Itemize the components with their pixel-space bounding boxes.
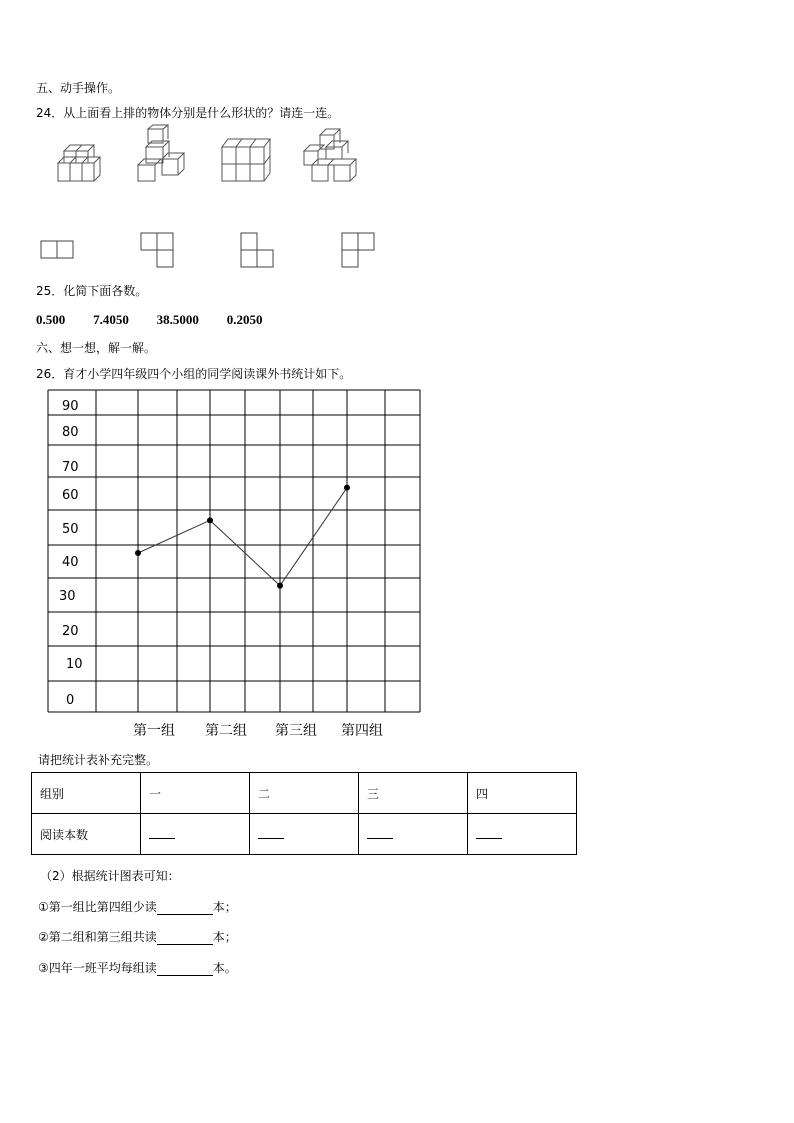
part-two-heading: （2）根据统计图表可知：	[40, 869, 180, 883]
y-tick-label: 60	[62, 488, 79, 503]
sub-question-2: ②第二组和第三组共读 本；	[38, 930, 237, 944]
y-tick-label: 90	[62, 399, 79, 414]
number-item: 7.4050	[93, 312, 129, 327]
chart-grid	[48, 390, 420, 712]
chart-x-labels	[133, 723, 383, 739]
answer-blank-cell[interactable]	[359, 814, 468, 855]
answer-blank-cell[interactable]	[141, 814, 250, 855]
question-24: 24．从上面看上排的物体分别是什么形状的？请连一连。	[36, 106, 340, 120]
table-header-cell: 二	[250, 773, 359, 814]
sub-question-1: ①第一组比第四组少读 本；	[38, 900, 237, 914]
y-tick-label: 40	[62, 555, 79, 570]
section-five-heading: 五、动手操作。	[36, 81, 121, 95]
answer-blank[interactable]	[157, 963, 213, 976]
table-header-cell: 三	[359, 773, 468, 814]
data-point	[344, 485, 350, 491]
table-header-cell: 组别	[32, 773, 141, 814]
answer-blank[interactable]	[157, 932, 213, 945]
statistics-table	[31, 772, 577, 855]
sub-question-3: ③四年一班平均每组读 本。	[38, 961, 237, 975]
answer-blank-cell[interactable]	[468, 814, 577, 855]
y-tick-label: 70	[62, 460, 79, 475]
number-item: 38.5000	[156, 312, 199, 327]
table-row	[32, 773, 577, 814]
question-25: 25．化简下面各数。	[36, 284, 148, 298]
x-category-label: 第三组	[275, 723, 317, 739]
data-point	[135, 550, 141, 556]
question-26: 26．育才小学四年级四个小组的同学阅读课外书统计如下。	[36, 367, 352, 381]
x-category-label: 第四组	[341, 723, 383, 739]
y-tick-label: 0	[66, 693, 75, 708]
number-item: 0.500	[36, 312, 66, 327]
y-tick-label: 20	[62, 624, 79, 639]
table-row-label: 阅读本数	[32, 814, 141, 855]
x-category-label: 第一组	[133, 723, 175, 739]
y-tick-label: 30	[59, 589, 76, 604]
table-row	[32, 814, 577, 855]
table-header-cell: 一	[141, 773, 250, 814]
y-tick-label: 50	[62, 522, 79, 537]
data-point	[207, 517, 213, 523]
answer-blank[interactable]	[157, 902, 213, 915]
section-six-heading: 六、想一想，解一解。	[36, 341, 157, 355]
y-tick-label: 10	[66, 657, 83, 672]
table-header-cell: 四	[468, 773, 577, 814]
y-tick-label: 80	[62, 425, 79, 440]
x-category-label: 第二组	[205, 723, 247, 739]
number-item: 0.2050	[226, 312, 263, 327]
data-point	[277, 583, 283, 589]
table-prompt: 请把统计表补充完整。	[38, 753, 159, 767]
chart-series	[135, 485, 350, 589]
answer-blank-cell[interactable]	[250, 814, 359, 855]
series-line-segment	[138, 520, 210, 553]
